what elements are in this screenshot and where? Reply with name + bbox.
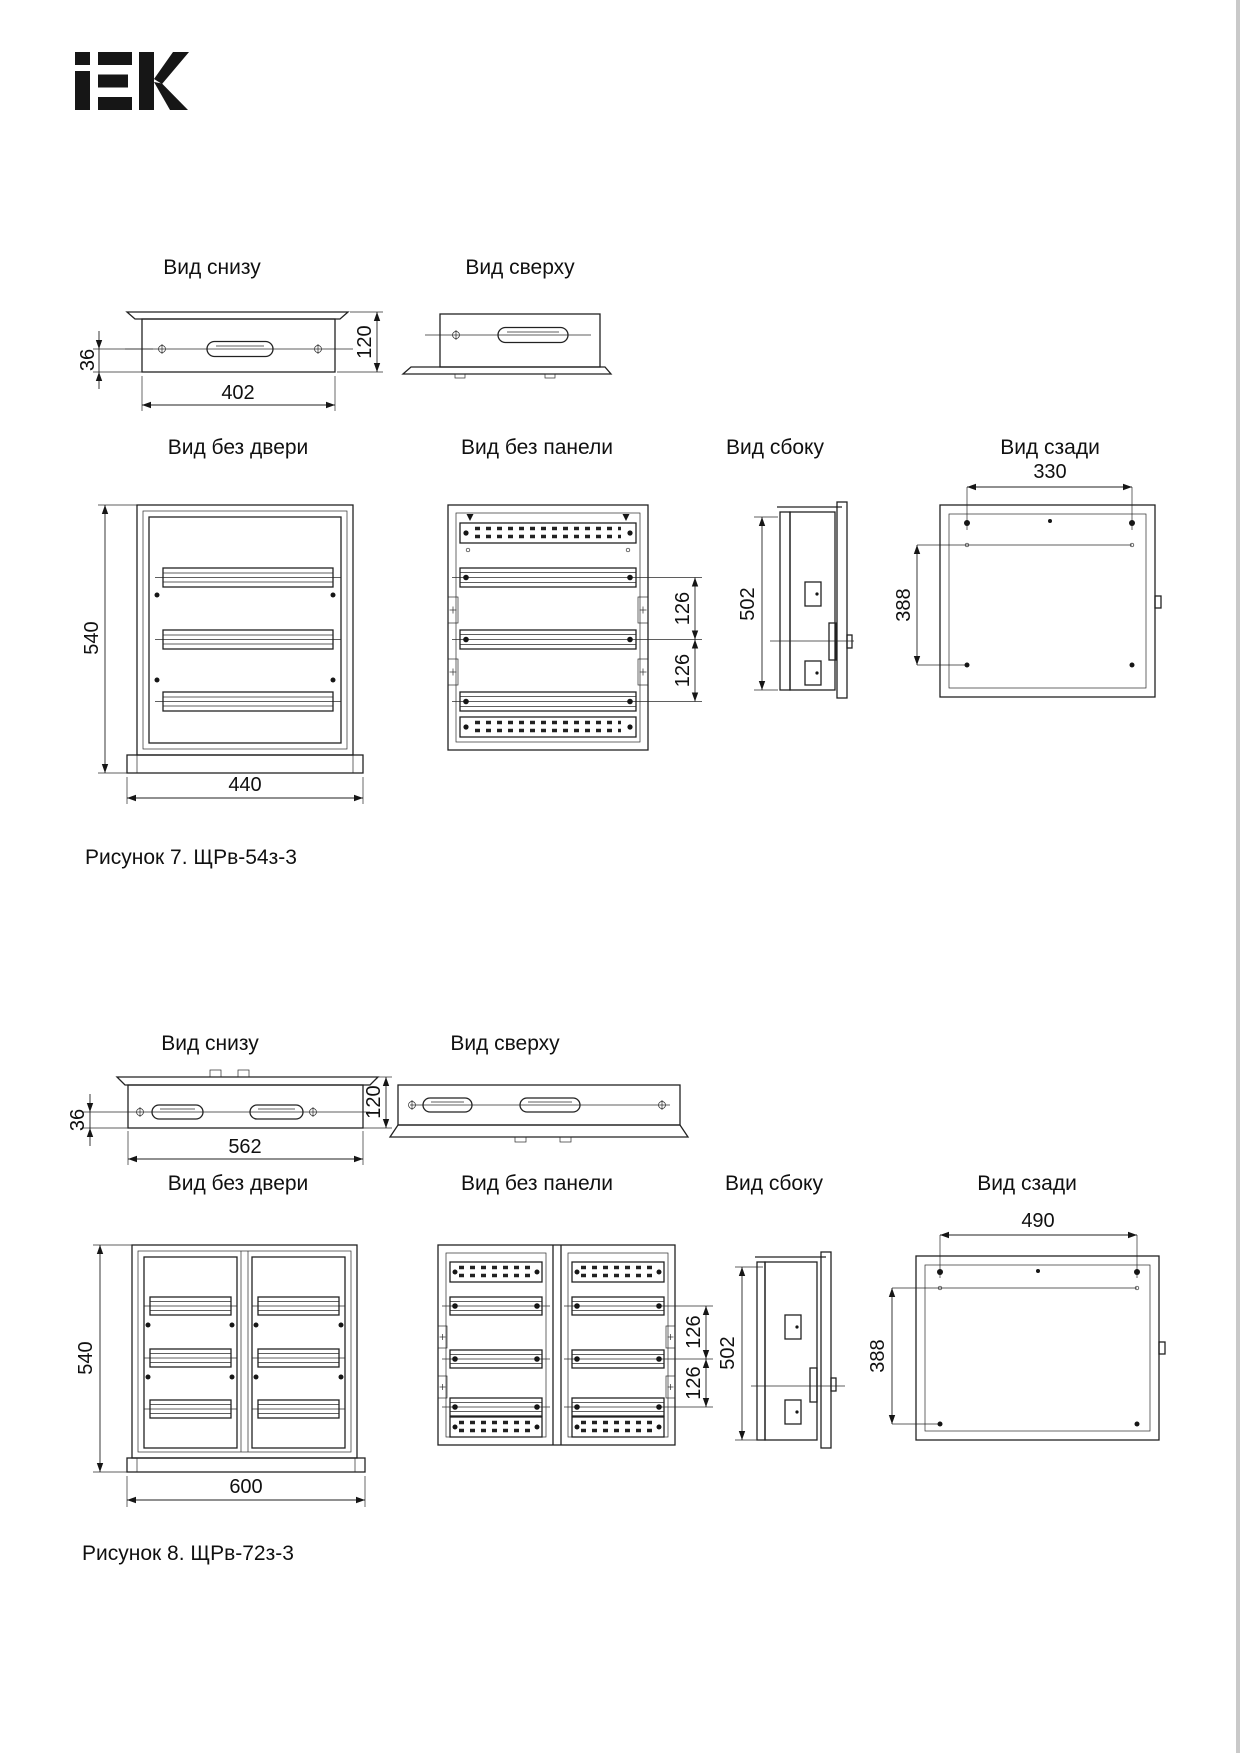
fig8-rear-view-label: Вид сзади — [977, 1172, 1077, 1195]
fig7-rear-view-drawing — [870, 460, 1200, 760]
fig8-top-view-drawing — [380, 1060, 700, 1150]
fig8-rear-view-drawing — [850, 1196, 1190, 1496]
svg-text:126: 126 — [683, 1315, 705, 1349]
svg-text:402: 402 — [221, 382, 255, 404]
svg-text:120: 120 — [363, 1085, 385, 1119]
fig8-bottom-view-body — [115, 1070, 378, 1128]
fig7-rear-frame — [917, 505, 1161, 697]
din-rail-window — [144, 1349, 345, 1367]
fig8-dim-width-bottom — [128, 1131, 363, 1165]
svg-text:388: 388 — [893, 588, 915, 622]
fig7-no-door-view-label: Вид без двери — [167, 436, 309, 459]
svg-text:502: 502 — [737, 587, 759, 621]
svg-text:126: 126 — [672, 591, 694, 626]
din-rail — [452, 692, 644, 711]
fig8-no-panel-view-label: Вид без панели — [461, 1172, 613, 1195]
fig8-caption: Рисунок 8. ЩРв-72з-3 — [82, 1542, 294, 1565]
fig8-bottom-view-drawing — [67, 1060, 400, 1172]
perforated-strip — [460, 523, 636, 552]
iek-logo-glyphs — [75, 52, 189, 110]
perforated-strip — [460, 717, 636, 737]
din-rail — [442, 1297, 672, 1315]
fig7-bottom-view-drawing — [77, 300, 385, 418]
fig7-bottom-view-label: Вид снизу — [163, 256, 261, 279]
svg-text:562: 562 — [228, 1136, 262, 1158]
fig8-no-door-view-label: Вид без двери — [167, 1172, 309, 1195]
svg-text:502: 502 — [717, 1336, 739, 1370]
svg-text:540: 540 — [75, 1341, 97, 1375]
fig7-dim-width — [127, 774, 363, 804]
fig8-side-view-label: Вид сбоку — [725, 1172, 823, 1195]
fig7-side-view-drawing — [720, 465, 860, 735]
fig8-dim-mount-height — [867, 1288, 895, 1424]
fig7-no-door-drawing — [70, 470, 380, 810]
svg-text:120: 120 — [354, 325, 376, 359]
fig7-dim-rail-spacing — [644, 578, 702, 702]
din-rail — [442, 1350, 672, 1368]
fig7-top-view-body — [403, 314, 611, 378]
fig8-dim-offset — [67, 1094, 128, 1146]
fig7-side-profile — [770, 502, 854, 698]
perforated-strip — [450, 1262, 664, 1282]
fig8-side-view-drawing — [715, 1210, 855, 1460]
svg-text:126: 126 — [683, 1366, 705, 1400]
din-rail-window — [144, 1297, 345, 1315]
fig8-rear-frame — [892, 1256, 1165, 1440]
svg-text:36: 36 — [67, 1108, 89, 1132]
svg-text:388: 388 — [867, 1339, 889, 1373]
din-rail — [452, 568, 644, 587]
fig7-dim-depth-side — [737, 517, 778, 690]
fig7-dim-depth — [337, 312, 383, 372]
din-rail — [442, 1398, 672, 1416]
din-rail-window — [155, 692, 341, 711]
svg-text:440: 440 — [228, 774, 262, 796]
fig7-cabinet-interior — [448, 505, 648, 750]
fig7-cabinet-front — [127, 505, 363, 773]
fig7-caption: Рисунок 7. ЩРв-54з-3 — [85, 846, 297, 869]
svg-text:330: 330 — [1033, 461, 1067, 483]
fig8-top-view-label: Вид сверху — [450, 1032, 560, 1055]
fig8-dim-depth-side — [717, 1267, 763, 1440]
fig7-rear-view-label: Вид сзади — [1000, 436, 1100, 459]
fig7-no-panel-drawing — [425, 470, 725, 770]
din-rail-window — [144, 1400, 345, 1418]
fig8-cabinet-interior — [438, 1245, 675, 1445]
svg-text:540: 540 — [81, 621, 103, 655]
fig8-dim-mount-width — [940, 1210, 1137, 1278]
fig7-dim-height — [81, 505, 137, 773]
fig7-dim-mount-height — [893, 545, 920, 665]
fig8-dim-rail-spacing — [672, 1306, 713, 1407]
din-rail-window — [155, 630, 341, 649]
fig8-top-view-body — [390, 1085, 688, 1142]
fig7-bottom-view-body — [125, 312, 353, 372]
svg-text:600: 600 — [229, 1476, 263, 1498]
svg-text:36: 36 — [77, 348, 99, 372]
fig7-dim-width-bottom — [142, 376, 335, 411]
fig8-bottom-view-label: Вид снизу — [161, 1032, 259, 1055]
perforated-strip — [450, 1417, 664, 1437]
fig7-no-panel-view-label: Вид без панели — [461, 436, 613, 459]
din-rail-window — [155, 568, 341, 587]
fig8-dim-height — [75, 1245, 132, 1472]
din-rail — [452, 630, 644, 649]
side-tabs — [448, 597, 648, 685]
svg-text:490: 490 — [1021, 1210, 1055, 1232]
fig8-no-door-drawing — [60, 1210, 380, 1520]
fig7-top-view-label: Вид сверху — [465, 256, 575, 279]
fig8-cabinet-front — [127, 1245, 365, 1472]
fig8-no-panel-drawing — [415, 1210, 725, 1470]
side-tabs — [438, 1326, 675, 1398]
svg-text:126: 126 — [672, 653, 694, 688]
page-edge-shadow — [1236, 0, 1240, 1753]
fig8-side-profile — [751, 1252, 845, 1448]
fig8-dim-width — [127, 1476, 365, 1507]
iek-logo — [75, 52, 191, 110]
fig7-top-view-drawing — [395, 300, 620, 390]
fig7-side-view-label: Вид сбоку — [726, 436, 824, 459]
